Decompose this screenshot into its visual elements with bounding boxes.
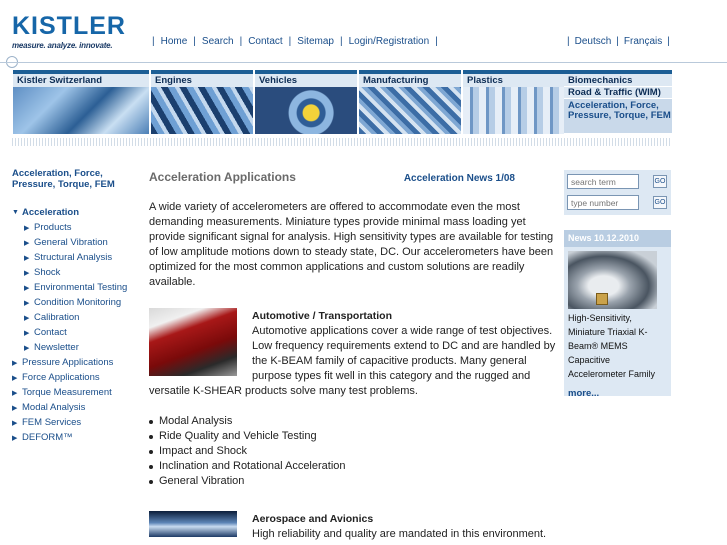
sidebar-item-label: Modal Analysis: [22, 402, 86, 413]
sidebar-item-label: Structural Analysis: [34, 252, 113, 263]
search-panel: [564, 170, 671, 215]
section-title: Acceleration, Force, Pressure, Torque, FEM: [12, 168, 115, 190]
news-panel: [564, 230, 671, 399]
logo-wordmark: KISTLER: [12, 12, 126, 40]
sidebar-item-label: Calibration: [34, 312, 80, 323]
category-image: [463, 87, 564, 134]
triangle-down-icon: ▼: [12, 209, 19, 216]
sidebar-item-environmental-testing[interactable]: [12, 280, 142, 295]
news-text: High-Sensitivity, Miniature Triaxial K-Beam® MEMS Capacitive Accelerometer Family: [568, 313, 656, 379]
category-road-traffic[interactable]: Road & Traffic (WIM): [564, 87, 672, 99]
nav-login-link[interactable]: Login/Registration: [348, 36, 430, 47]
accelerometer-device-image: [596, 293, 608, 305]
type-number-go-button[interactable]: GO: [653, 196, 667, 209]
sidebar-item-condition-monitoring[interactable]: [12, 295, 142, 310]
intro-text: A wide variety of accelerometers are offered to accommodate even the most demanding measurements. Miniature types provide minimal mass loading yet provide significant signal for analysis. High sensitivity types are available for testing of low amplitude motions down to steady state, DC. Our accelerometers have been optimized for the most common applications and custom solutions are readily available.: [149, 201, 554, 288]
sidebar-item-contact[interactable]: [12, 325, 142, 340]
triangle-right-icon: ▶: [12, 404, 18, 412]
list-item: Impact and Shock: [149, 444, 557, 459]
triangle-right-icon: ▶: [24, 314, 30, 322]
top-navigation: | Home | Search | Contact | Sitemap | Login/Registration |: [152, 36, 438, 47]
news-car-image[interactable]: [568, 251, 657, 309]
category-label: Plastics: [463, 74, 564, 87]
news-link[interactable]: Acceleration News 1/08: [403, 173, 515, 184]
left-navigation: [12, 168, 142, 445]
sidebar-item-shock[interactable]: [12, 265, 142, 280]
header-divider: [0, 62, 727, 63]
sidebar-item-pressure-applications[interactable]: [12, 355, 142, 370]
list-item: Ride Quality and Vehicle Testing: [149, 429, 557, 444]
main-content: [149, 170, 557, 542]
category-label: Kistler Switzerland: [13, 74, 149, 87]
nav-contact-link[interactable]: Contact: [248, 36, 283, 47]
sidebar-item-modal-analysis[interactable]: [12, 400, 142, 415]
list-item: Inclination and Rotational Acceleration: [149, 459, 557, 474]
news-header: News 10.12.2010: [564, 230, 671, 247]
news-more-link[interactable]: more...: [568, 388, 600, 399]
category-biomechanics[interactable]: Biomechanics: [564, 74, 672, 87]
category-image: [255, 87, 357, 134]
sidebar-item-calibration[interactable]: [12, 310, 142, 325]
kistler-logo[interactable]: [12, 14, 126, 50]
list-item: Modal Analysis: [149, 414, 557, 429]
nav-search-link[interactable]: Search: [201, 36, 234, 47]
nav-list: [12, 205, 142, 445]
type-number-input[interactable]: [567, 195, 639, 210]
category-image: [359, 87, 461, 134]
section-text: Automotive applications cover a wide range of test objectives. Low frequency requirements extend to DC and are handled by the K-BEAM family of capacitive products. Many general purpose types fit well in this category and the rugged and versatile K-SHEAR products solve many test problems.: [149, 325, 556, 397]
triangle-right-icon: ▶: [24, 299, 30, 307]
category-label: Engines: [151, 74, 253, 87]
language-navigation: | Deutsch | Français |: [567, 36, 670, 47]
sidebar-item-general-vibration[interactable]: [12, 235, 142, 250]
section-automotive: [149, 308, 557, 489]
triangle-right-icon: ▶: [24, 329, 30, 337]
nav-home-link[interactable]: Home: [160, 36, 188, 47]
sidebar-item-label: Pressure Applications: [22, 357, 114, 368]
sidebar-item-label: Shock: [34, 267, 61, 278]
sidebar-item-acceleration[interactable]: [12, 205, 142, 220]
sidebar-item-label: Torque Measurement: [22, 387, 112, 398]
category-plastics[interactable]: [462, 70, 564, 134]
section-text: High reliability and quality are mandated in this environment.: [252, 528, 547, 540]
sidebar-item-label: Products: [34, 222, 72, 233]
sidebar-item-label: FEM Services: [22, 417, 82, 428]
page-title: Acceleration Applications: [149, 170, 296, 184]
category-label: Manufacturing: [359, 74, 461, 87]
triangle-right-icon: ▶: [24, 344, 30, 352]
triangle-right-icon: ▶: [12, 419, 18, 427]
category-band: [12, 70, 672, 134]
category-submenu: [564, 70, 672, 134]
lang-francais-link[interactable]: Français: [623, 36, 663, 47]
section-aerospace: [149, 511, 557, 542]
sidebar-item-products[interactable]: [12, 220, 142, 235]
triangle-right-icon: ▶: [12, 389, 18, 397]
sidebar-item-label: General Vibration: [34, 237, 108, 248]
aerospace-image: [149, 511, 237, 537]
section-heading: Automotive / Transportation: [252, 310, 393, 322]
sidebar-item-label: Contact: [34, 327, 67, 338]
application-list: [149, 414, 557, 489]
sidebar-item-deform[interactable]: [12, 430, 142, 445]
sidebar-item-label: Environmental Testing: [34, 282, 128, 293]
section-heading: Aerospace and Avionics: [252, 513, 374, 525]
sidebar-item-newsletter[interactable]: [12, 340, 142, 355]
category-manufacturing[interactable]: [358, 70, 461, 134]
triangle-right-icon: ▶: [12, 374, 18, 382]
triangle-right-icon: ▶: [12, 359, 18, 367]
decorative-ruler: [12, 138, 672, 146]
triangle-right-icon: ▶: [12, 434, 18, 442]
sidebar-item-label: Acceleration: [22, 207, 80, 218]
triangle-right-icon: ▶: [24, 284, 30, 292]
category-image: [151, 87, 253, 134]
sidebar-item-fem-services[interactable]: [12, 415, 142, 430]
category-label: Vehicles: [255, 74, 357, 87]
triangle-right-icon: ▶: [24, 254, 30, 262]
sidebar-item-torque-measurement[interactable]: [12, 385, 142, 400]
nav-sitemap-link[interactable]: Sitemap: [297, 36, 334, 47]
category-kistler-switzerland[interactable]: [12, 70, 149, 134]
triangle-right-icon: ▶: [24, 239, 30, 247]
list-item: General Vibration: [149, 474, 557, 489]
triangle-right-icon: ▶: [24, 224, 30, 232]
sidebar-item-label: Condition Monitoring: [34, 297, 122, 308]
sidebar-item-structural-analysis[interactable]: [12, 250, 142, 265]
sidebar-item-force-applications[interactable]: [12, 370, 142, 385]
category-engines[interactable]: [150, 70, 253, 134]
logo-tagline: measure. analyze. innovate.: [12, 41, 113, 50]
triangle-right-icon: ▶: [24, 269, 30, 277]
right-column: [564, 170, 671, 399]
search-term-go-button[interactable]: GO: [653, 175, 667, 188]
lang-deutsch-link[interactable]: Deutsch: [574, 36, 612, 47]
sidebar-item-label: DEFORM™: [22, 432, 73, 443]
search-term-input[interactable]: [567, 174, 639, 189]
category-vehicles[interactable]: [254, 70, 357, 134]
category-acceleration-force[interactable]: Acceleration, Force, Pressure, Torque, FEM: [564, 99, 672, 134]
sidebar-item-label: Newsletter: [34, 342, 79, 353]
sidebar-item-label: Force Applications: [22, 372, 100, 383]
category-image: [13, 87, 149, 134]
car-image: [149, 308, 237, 376]
